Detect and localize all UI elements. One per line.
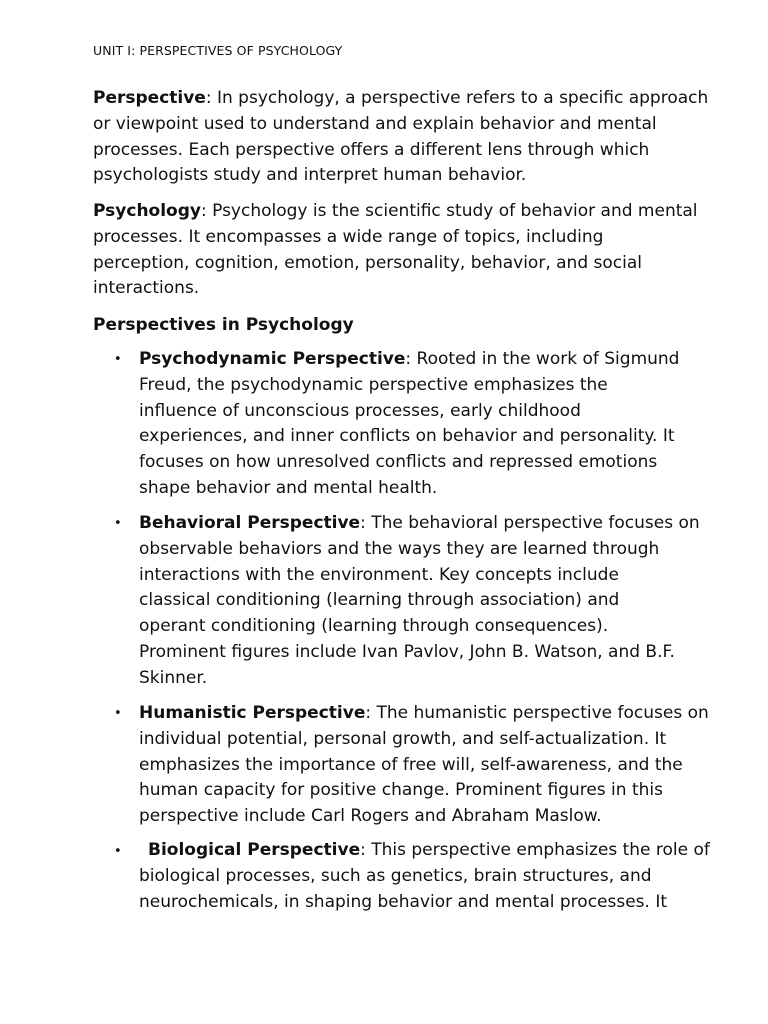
perspective-definition-line-3: processes. Each perspective offers a different lens through which — [93, 139, 650, 160]
list-item-term: Humanistic Perspective — [139, 703, 366, 723]
psychology-definition-line-1: Psychology: Psychology is the scientific study of behavior and mental — [93, 201, 698, 221]
list-item-term: Biological Perspective — [148, 840, 361, 860]
section-heading: Perspectives in Psychology — [93, 315, 354, 335]
list-item-psychodynamic: Psychodynamic Perspective: Rooted in the work of Sigmund Freud, the psychodynamic perspective emphasizes the influence of unconscious processes, early childhood experiences, and inner conflicts on behavior and personality. It focuses on how unresolved conflicts and repressed emotions shape behavior and mental health. — [139, 349, 680, 498]
list-item-humanistic: Humanistic Perspective: The humanistic perspective focuses on individual potential, personal growth, and self-actualization. It emphasizes the importance of free will, self-awareness, and the human capacity for positive change. Prominent figures in this perspective include Carl Rogers and Abraham Maslow. — [139, 703, 709, 827]
perspective-definition-line-4: psychologists study and interpret human behavior. — [93, 165, 527, 186]
psychology-definition-line-2: processes. It encompasses a wide range of topics, including — [93, 226, 604, 247]
list-item-biological: Biological Perspective: This perspective emphasizes the role of biological processes, such as genetics, brain structures, and neurochemicals, in shaping behavior and mental processes. It — [139, 840, 710, 912]
perspective-definition-line-1: Perspective: In psychology, a perspective refers to a specific approach — [93, 88, 709, 108]
perspective-definition-line-2: or viewpoint used to understand and explain behavior and mental — [93, 113, 657, 134]
list-item-behavioral: Behavioral Perspective: The behavioral perspective focuses on observable behaviors and the ways they are learned through interactions with the environment. Key concepts include classical conditioning (learning through association) and operant conditioning (learning through consequences). Prominent figures include Ivan Pavlov, John B. Watson, and B.F. Skinner. — [139, 513, 700, 688]
psychology-definition-line-3: perception, cognition, emotion, personality, behavior, and social — [93, 252, 642, 273]
bullet-marker: • — [114, 844, 122, 859]
list-item-term: Psychodynamic Perspective — [139, 349, 406, 369]
page-header: UNIT I: PERSPECTIVES OF PSYCHOLOGY — [93, 43, 343, 58]
psychology-term: Psychology — [93, 201, 201, 221]
psychology-definition-line-4: interactions. — [93, 278, 200, 299]
bullet-marker: • — [114, 352, 122, 367]
perspective-term: Perspective — [93, 88, 206, 108]
bullet-marker: • — [114, 706, 122, 721]
perspective-definition — [93, 86, 709, 189]
psychology-definition — [93, 199, 698, 302]
bullet-marker: • — [114, 516, 122, 531]
list-item-term: Behavioral Perspective — [139, 513, 361, 533]
